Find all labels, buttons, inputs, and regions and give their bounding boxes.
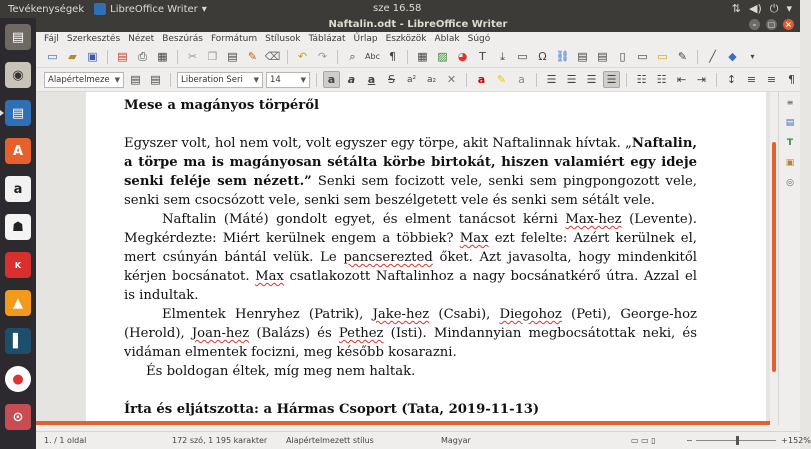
status-bar: [36, 431, 811, 449]
separator: [177, 50, 178, 64]
view-layout-icons[interactable]: ▭ ▭ ▯: [631, 436, 656, 445]
insert-table-icon[interactable]: ▦: [417, 50, 428, 63]
system-tray[interactable]: [732, 2, 792, 16]
redo-icon[interactable]: ↷: [317, 50, 328, 63]
window-title: Naftalin.odt - LibreOffice Writer: [328, 19, 508, 30]
underline-icon[interactable]: a: [367, 73, 376, 86]
sidebar-deck: [778, 92, 800, 425]
font-size-value: 14: [270, 74, 281, 85]
paragraph-3-text: (Balázs) és: [249, 326, 339, 341]
print-icon[interactable]: ⎙: [138, 49, 147, 63]
vlc-icon[interactable]: ▲: [5, 290, 31, 316]
menu-insert[interactable]: Beszúrás: [162, 34, 203, 44]
insert-image-icon[interactable]: ▨: [437, 50, 448, 63]
paragraph-3-text: (Isti). Mindannyian megbocsátottak neki, és vidáman elmentek focizni, meg később kosarazni.: [124, 326, 697, 360]
document-text[interactable]: [124, 92, 697, 419]
bold-icon[interactable]: a: [323, 71, 340, 88]
page-count[interactable]: 1. / 1 oldal: [44, 436, 87, 445]
properties-icon[interactable]: ▤: [785, 118, 795, 128]
menu-edit[interactable]: Szerkesztés: [66, 34, 121, 44]
menu-bar: [36, 32, 800, 46]
writer-app-icon: [94, 3, 106, 15]
basic-shapes-icon[interactable]: ◆: [728, 50, 737, 63]
zoom-out-icon[interactable]: −: [686, 436, 693, 445]
menu-format[interactable]: Formátum: [210, 34, 258, 44]
increase-indent-icon[interactable]: ⇥: [696, 73, 707, 86]
spelling-error[interactable]: Max: [459, 231, 489, 246]
paragraph-1-text: Egyszer volt, hol nem volt, volt egyszer egy törpe, akit Naftalinnak hívtak. „: [124, 136, 632, 151]
chevron-down-icon[interactable]: ▾: [786, 2, 792, 15]
separator: [697, 50, 698, 64]
power-icon[interactable]: ⏻: [769, 2, 779, 15]
increase-spacing-icon[interactable]: ≡: [746, 73, 757, 86]
spelling-error[interactable]: Jake-hez: [372, 307, 430, 322]
font-size-select[interactable]: [266, 72, 310, 88]
font-name-value: Liberation Seri: [181, 74, 243, 85]
separator: [337, 50, 338, 64]
spelling-error[interactable]: Max-hez: [565, 212, 622, 227]
insert-line-icon[interactable]: ╱: [709, 50, 716, 63]
styles-icon[interactable]: T: [786, 138, 794, 148]
character-shading-icon[interactable]: a: [518, 73, 525, 86]
network-icon[interactable]: ⇅: [731, 2, 741, 15]
chevron-down-icon: ▼: [253, 75, 259, 84]
page-style[interactable]: Alapértelmezett stílus: [286, 436, 374, 445]
insert-hyperlink-icon[interactable]: ⛓: [555, 50, 570, 63]
menu-view[interactable]: Nézet: [128, 34, 155, 44]
title-bar: [36, 18, 800, 32]
copy-icon[interactable]: ❐: [207, 50, 218, 63]
paragraph-2-text: csatlakozott Naftalinhoz a nagy bocsánatkérő útra. Azzal el is indultak.: [124, 269, 697, 303]
paragraph-1-bold: Naftalin, a törpe ma is magányosan sétálta körbe birtokát, hiszen valamiért egy ideje senki feléje sem nézett.”: [124, 136, 697, 189]
print-preview-icon[interactable]: ▦: [157, 50, 168, 63]
align-center-icon[interactable]: ☰: [566, 73, 577, 86]
empty-line[interactable]: [124, 381, 697, 400]
document-title[interactable]: Mese a magányos törpéről: [124, 98, 320, 113]
menu-tools[interactable]: Eszközök: [385, 34, 427, 44]
amazon-icon[interactable]: a: [5, 176, 31, 202]
clear-formatting-icon[interactable]: ⌫: [264, 50, 281, 63]
clear-direct-formatting-icon[interactable]: ✕: [446, 73, 457, 86]
chevron-down-icon[interactable]: ▾: [750, 52, 755, 61]
insert-field-icon[interactable]: ▭: [517, 50, 528, 63]
paragraph-2-text: ezt felelte: Azért kerülnek el, mert csúnyán bántál velük. Le: [124, 231, 697, 265]
navigator-icon[interactable]: ◎: [786, 178, 794, 188]
line-spacing-icon[interactable]: ↕: [726, 73, 737, 86]
insert-comment-icon[interactable]: ▭: [657, 50, 668, 63]
scrollbar-thumb[interactable]: [772, 142, 776, 372]
font-color-icon[interactable]: a: [477, 73, 486, 86]
italic-icon[interactable]: a: [347, 73, 356, 86]
paragraph-2-text: (Levente). Megkérdezte: Miért kerülnek engem a többiek?: [124, 212, 697, 246]
decrease-indent-icon[interactable]: ⇤: [676, 73, 687, 86]
paragraph-3-text: (Csabi),: [429, 307, 500, 322]
insert-bookmark-icon[interactable]: ▯: [619, 50, 626, 63]
new-style-icon[interactable]: ▤: [150, 73, 161, 86]
separator: [170, 73, 171, 87]
spelling-error[interactable]: Pethez: [338, 326, 384, 341]
word-count[interactable]: 172 szó, 1 195 karakter: [172, 436, 268, 445]
paragraph-1[interactable]: [124, 134, 697, 210]
find-replace-icon[interactable]: ⌕: [349, 49, 356, 63]
chevron-down-icon: ▼: [114, 75, 120, 84]
spelling-error[interactable]: Max: [255, 269, 284, 284]
stacks-icon[interactable]: ▌: [5, 328, 31, 354]
app-menu-label: LibreOffice Writer: [110, 3, 198, 15]
volume-icon[interactable]: ◀): [749, 2, 762, 15]
superscript-icon[interactable]: a²: [406, 74, 417, 85]
separator: [466, 73, 467, 87]
formatting-toolbar: [36, 68, 800, 92]
save-icon[interactable]: ▣: [87, 50, 98, 63]
chevron-down-icon: ▾: [201, 3, 207, 15]
maximize-button[interactable]: ▢: [767, 20, 776, 29]
formatting-marks-icon[interactable]: ¶: [389, 50, 396, 63]
special-character-icon[interactable]: Ω: [538, 50, 547, 63]
rhythmbox-icon[interactable]: ◉: [5, 62, 31, 88]
close-button[interactable]: ×: [783, 19, 794, 30]
font-name-select[interactable]: [177, 72, 263, 88]
align-right-icon[interactable]: ☰: [586, 73, 597, 86]
writer-icon[interactable]: ▤: [5, 100, 31, 126]
insert-endnote-icon[interactable]: ▤: [597, 50, 608, 63]
separator: [107, 50, 108, 64]
credit-line[interactable]: Írta és eljátszotta: a Hármas Csoport (Tata, 2019-11-13): [124, 402, 540, 417]
menu-help[interactable]: Súgó: [467, 34, 491, 44]
paragraph-1-rest: Senki sem focizott vele, senki sem pingpongozott vele, senki sem csocsózott vele, senki sem beszélgetett vele és senki sem sétált vele.: [124, 174, 697, 208]
sidebar-menu-icon[interactable]: ≡: [786, 98, 794, 107]
writer-window: [36, 18, 811, 449]
top-panel: [0, 0, 800, 18]
empty-line[interactable]: [124, 115, 697, 134]
paragraph-style-select[interactable]: [44, 72, 124, 88]
strikethrough-icon[interactable]: S: [388, 73, 395, 86]
paragraph-2-text: Naftalin (Máté) gondolt egyet, és elment tanácsot kérni: [162, 212, 566, 227]
spellcheck-icon[interactable]: Abc: [365, 52, 380, 61]
open-folder-icon[interactable]: ▰: [68, 50, 77, 63]
separator: [287, 50, 288, 64]
minimize-button[interactable]: –: [749, 19, 760, 30]
justify-icon[interactable]: ☰: [603, 71, 620, 88]
software-center-icon[interactable]: A: [5, 138, 31, 164]
paragraph-style-value: Alapértelmeze: [48, 74, 110, 85]
files-icon[interactable]: ▤: [5, 24, 31, 50]
paragraph-3-text: (Peti), George-hoz (Herold),: [124, 307, 698, 341]
export-pdf-icon[interactable]: ▤: [117, 50, 128, 63]
separator: [716, 73, 717, 87]
paragraph-3-text: Elmentek Henryhez (Patrik),: [162, 307, 373, 322]
paragraph-2-text: őket. Azt javasolta, hogy mindenkitől kérjen bocsánatot.: [124, 250, 697, 284]
undo-icon[interactable]: ↶: [297, 50, 308, 63]
highlight-icon[interactable]: ✎: [496, 73, 507, 86]
clone-formatting-icon[interactable]: ✎: [247, 50, 258, 63]
new-document-icon[interactable]: ▭: [47, 50, 58, 63]
separator: [626, 73, 627, 87]
horizontal-scrollbar[interactable]: [36, 421, 770, 425]
chrome-icon[interactable]: ●: [5, 366, 31, 392]
subscript-icon[interactable]: a₂: [426, 74, 437, 85]
menu-file[interactable]: Fájl: [44, 34, 59, 44]
paragraph-4[interactable]: És boldogan éltek, míg meg nem haltak.: [146, 364, 416, 379]
standard-toolbar: [36, 46, 800, 68]
zoom-level[interactable]: 152%: [788, 436, 811, 445]
numbered-list-icon[interactable]: ☷: [656, 73, 667, 86]
paste-icon[interactable]: ▤: [227, 50, 238, 63]
menu-table[interactable]: Táblázat: [308, 34, 346, 44]
gallery-icon[interactable]: ▣: [785, 158, 795, 168]
language[interactable]: Magyar: [441, 436, 471, 445]
zoom-in-icon[interactable]: +: [781, 436, 788, 445]
chevron-down-icon: ▼: [300, 75, 306, 84]
menu-styles[interactable]: Stílusok: [265, 34, 301, 44]
paragraph-dialog-icon[interactable]: ¶: [788, 73, 795, 86]
paragraph-2[interactable]: [124, 210, 697, 305]
paragraph-3[interactable]: [124, 305, 697, 362]
document-page[interactable]: [86, 92, 766, 425]
spelling-error[interactable]: Diegohoz: [499, 307, 562, 322]
update-style-icon[interactable]: ▤: [130, 73, 141, 86]
menu-window[interactable]: Ablak: [434, 34, 460, 44]
menu-form[interactable]: Űrlap: [353, 34, 378, 44]
separator: [407, 50, 408, 64]
spelling-error[interactable]: pancserezted: [343, 250, 433, 265]
zoom-slider-handle[interactable]: [736, 436, 739, 445]
separator: [536, 73, 537, 87]
insert-chart-icon[interactable]: ◕: [457, 50, 468, 63]
insert-cross-reference-icon[interactable]: ▭: [637, 50, 648, 63]
insert-textbox-icon[interactable]: T: [479, 50, 486, 63]
insert-page-break-icon[interactable]: ⤓: [500, 49, 505, 63]
spelling-error[interactable]: Joan-hez: [191, 326, 250, 341]
app-icon[interactable]: ⊙: [5, 404, 31, 430]
vertical-scrollbar[interactable]: [770, 92, 778, 425]
align-left-icon[interactable]: ☰: [546, 73, 557, 86]
clock[interactable]: sze 16.58: [373, 3, 422, 14]
track-changes-icon[interactable]: ✎: [677, 50, 688, 63]
decrease-spacing-icon[interactable]: ≡: [766, 73, 777, 86]
document-area[interactable]: [36, 92, 770, 425]
separator: [316, 73, 317, 87]
cut-icon[interactable]: ✂: [187, 50, 198, 63]
launcher: [0, 18, 36, 449]
bullet-list-icon[interactable]: ☷: [636, 73, 647, 86]
activities-button[interactable]: Tevékenységek: [8, 3, 85, 15]
app-menu[interactable]: [94, 3, 207, 15]
agent-icon[interactable]: ☗: [5, 214, 31, 240]
insert-footnote-icon[interactable]: ▤: [577, 50, 588, 63]
ktube-icon[interactable]: K: [5, 252, 31, 278]
